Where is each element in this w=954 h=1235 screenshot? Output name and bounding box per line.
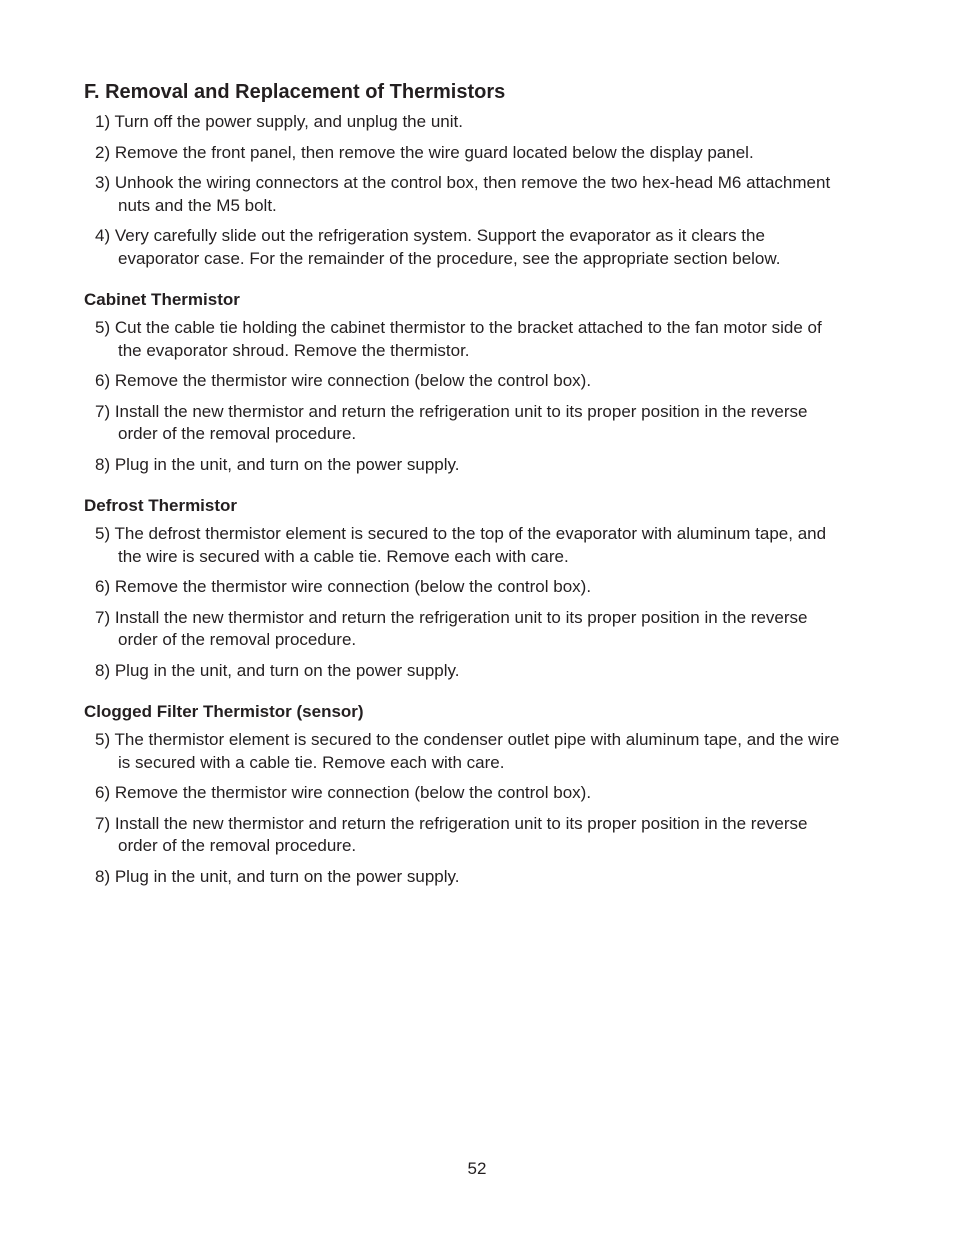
step-item: 1) Turn off the power supply, and unplug the unit. bbox=[95, 112, 463, 131]
clogged-filter-thermistor-heading: Clogged Filter Thermistor (sensor) bbox=[84, 702, 364, 721]
clogged-steps-list bbox=[84, 729, 844, 888]
step-item: 5) Cut the cable tie holding the cabinet thermistor to the bracket attached to the fan motor side of the evaporator shroud. Remove the thermistor. bbox=[95, 318, 822, 360]
step-item: 3) Unhook the wiring connectors at the control box, then remove the two hex-head M6 attachment nuts and the M5 bolt. bbox=[95, 173, 831, 215]
step-item: 6) Remove the thermistor wire connection (below the control box). bbox=[95, 783, 592, 802]
step-item: 7) Install the new thermistor and return the refrigeration unit to its proper position in the reverse order of the removal procedure. bbox=[95, 813, 808, 855]
step-item: 7) Install the new thermistor and return the refrigeration unit to its proper position in the reverse order of the removal procedure. bbox=[95, 401, 808, 443]
cabinet-steps-list bbox=[84, 317, 844, 476]
section-title: F. Removal and Replacement of Thermistors bbox=[84, 81, 506, 103]
step-item: 8) Plug in the unit, and turn on the power supply. bbox=[95, 866, 460, 886]
step-item: 5) The thermistor element is secured to the condenser outlet pipe with aluminum tape, and the wire is secured with a cable tie. Remove each with care. bbox=[95, 730, 840, 772]
page-number: 52 bbox=[467, 1159, 487, 1178]
step-item: 4) Very carefully slide out the refrigeration system. Support the evaporator as it clears the evaporator case. For the remainder of the procedure, see the appropriate section below. bbox=[95, 226, 781, 268]
step-item: 6) Remove the thermistor wire connection (below the control box). bbox=[95, 371, 592, 390]
step-item: 6) Remove the thermistor wire connection (below the control box). bbox=[95, 577, 592, 596]
step-item: 8) Plug in the unit, and turn on the power supply. bbox=[95, 454, 460, 474]
step-item: 2) Remove the front panel, then remove the wire guard located below the display panel. bbox=[95, 142, 754, 162]
step-item: 5) The defrost thermistor element is secured to the top of the evaporator with aluminum tape, and the wire is secured with a cable tie. Remove each with care. bbox=[95, 524, 827, 566]
intro-steps-list bbox=[84, 111, 844, 270]
step-item: 7) Install the new thermistor and return the refrigeration unit to its proper position in the reverse order of the removal procedure. bbox=[95, 607, 808, 649]
defrost-steps-list bbox=[84, 523, 844, 682]
document-page bbox=[84, 80, 844, 896]
step-item: 8) Plug in the unit, and turn on the power supply. bbox=[95, 660, 460, 680]
defrost-thermistor-heading: Defrost Thermistor bbox=[84, 496, 238, 515]
cabinet-thermistor-heading: Cabinet Thermistor bbox=[84, 290, 240, 309]
